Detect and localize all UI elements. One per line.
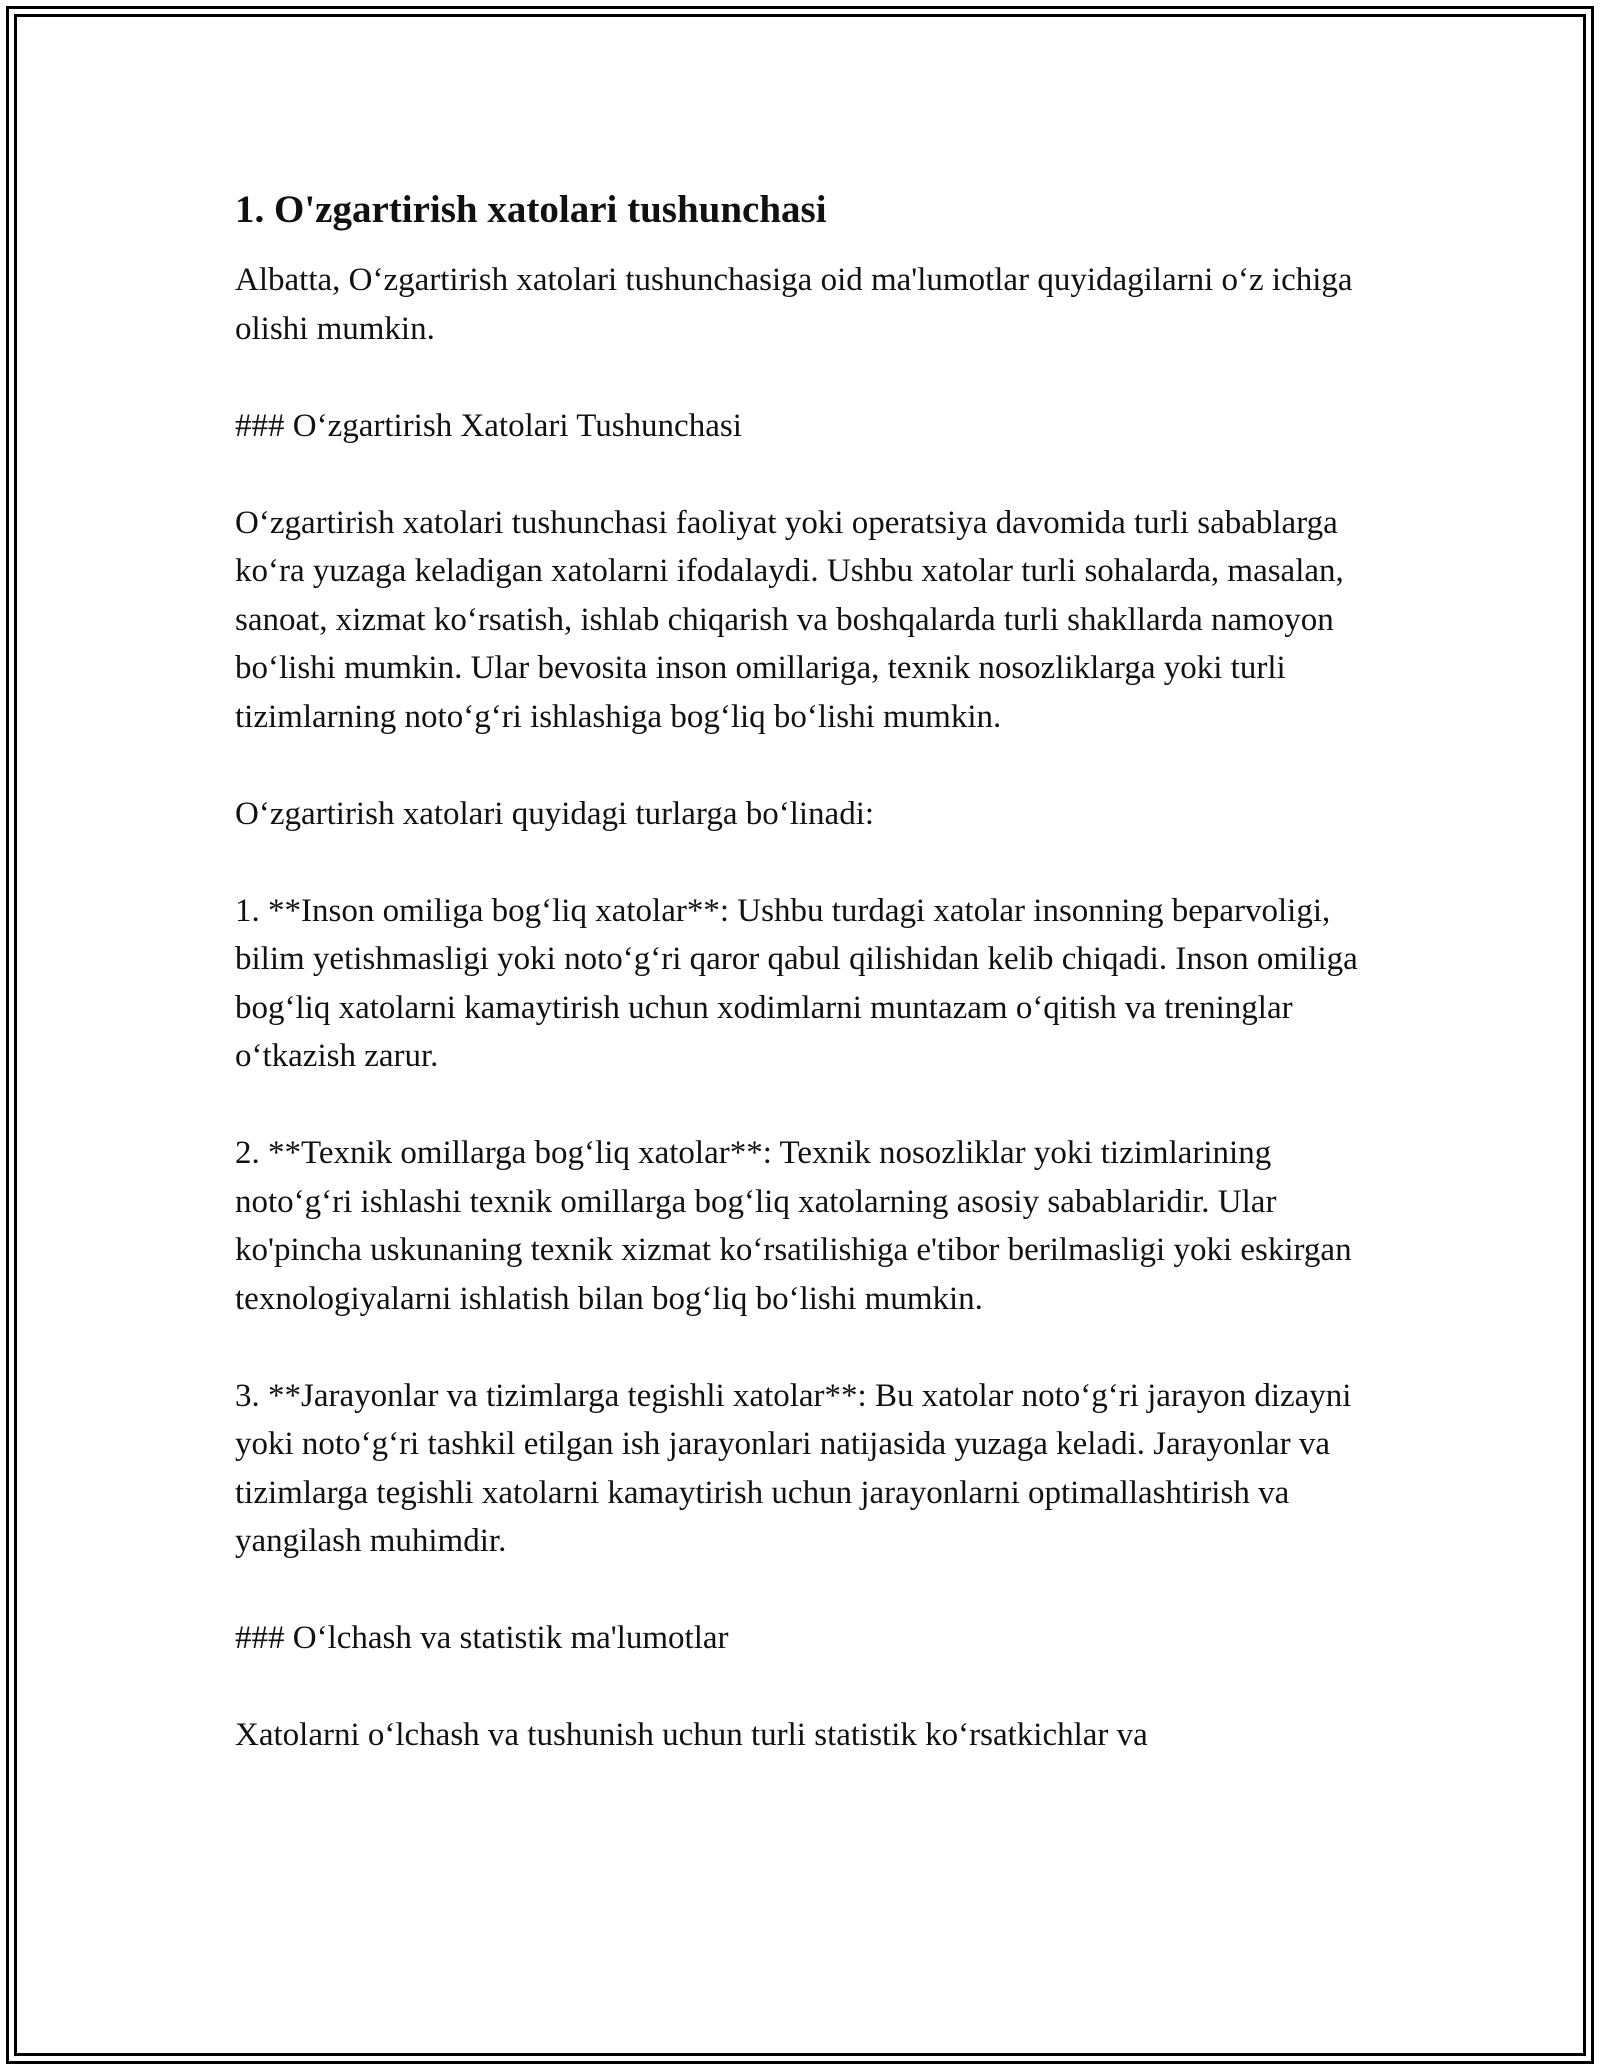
definition-paragraph: O‘zgartirish xatolari tushunchasi faoliyat yoki operatsiya davomida turli sabablarga ko‘ra yuzaga keladigan xatolarni ifodalaydi. Ushbu xatolar turli sohalarda, masalan, sanoat, xizmat ko‘rsatish, ishlab chiqarish va boshqalarda turli shakllarda namoyon bo‘lishi mumkin. Ular bevosita inson omillariga, texnik nosozliklarga yoki turli tizimlarning noto‘g‘ri ishlashiga bog‘liq bo‘lishi mumkin. bbox=[235, 504, 1344, 735]
list-item-technical-errors: 2. **Texnik omillarga bog‘liq xatolar**: Texnik nosozliklar yoki tizimlarining noto‘g‘ri ishlashi texnik omillarga bog‘liq xatolarning asosiy sabablaridir. Ular ko'pincha uskunaning texnik xizmat ko‘rsatilishiga e'tibor berilmasligi yoki eskirgan texnologiyalarni ishlatish bilan bog‘liq bo‘lishi mumkin. bbox=[235, 1135, 1352, 1317]
measurement-paragraph: Xatolarni o‘lchash va tushunish uchun turli statistik ko‘rsatkichlar va bbox=[235, 1717, 1148, 1753]
types-intro-paragraph: O‘zgartirish xatolari quyidagi turlarga bo‘linadi: bbox=[235, 795, 875, 832]
section-heading-measurement: ### O‘lchash va statistik ma'lumotlar bbox=[235, 1620, 729, 1656]
list-item-process-errors: 3. **Jarayonlar va tizimlarga tegishli xatolar**: Bu xatolar noto‘g‘ri jarayon dizayni yoki noto‘g‘ri tashkil etilgan ish jarayonlari natijasida yuzaga keladi. Jarayonlar va tizimlarga tegishli xatolarni kamaytirish uchun jarayonlarni optimallashtirish va yangilash muhimdir. bbox=[235, 1377, 1352, 1559]
document-title: 1. O'zgartirish xatolari tushunchasi bbox=[235, 188, 827, 231]
intro-paragraph: Albatta, O‘zgartirish xatolari tushunchasiga oid ma'lumotlar quyidagilarni o‘z ichiga olishi mumkin. bbox=[235, 262, 1353, 347]
section-heading-concept: ### O‘zgartirish Xatolari Tushunchasi bbox=[235, 407, 742, 444]
list-item-human-errors: 1. **Inson omiliga bog‘liq xatolar**: Ushbu turdagi xatolar insonning beparvoligi, bilim yetishmasligi yoki noto‘g‘ri qaror qabul qilishidan kelib chiqadi. Inson omiliga bog‘liq xatolarni kamaytirish uchun xodimlarni muntazam o‘qitish va treninglar o‘tkazish zarur. bbox=[235, 892, 1358, 1074]
document-body bbox=[235, 186, 1375, 1760]
